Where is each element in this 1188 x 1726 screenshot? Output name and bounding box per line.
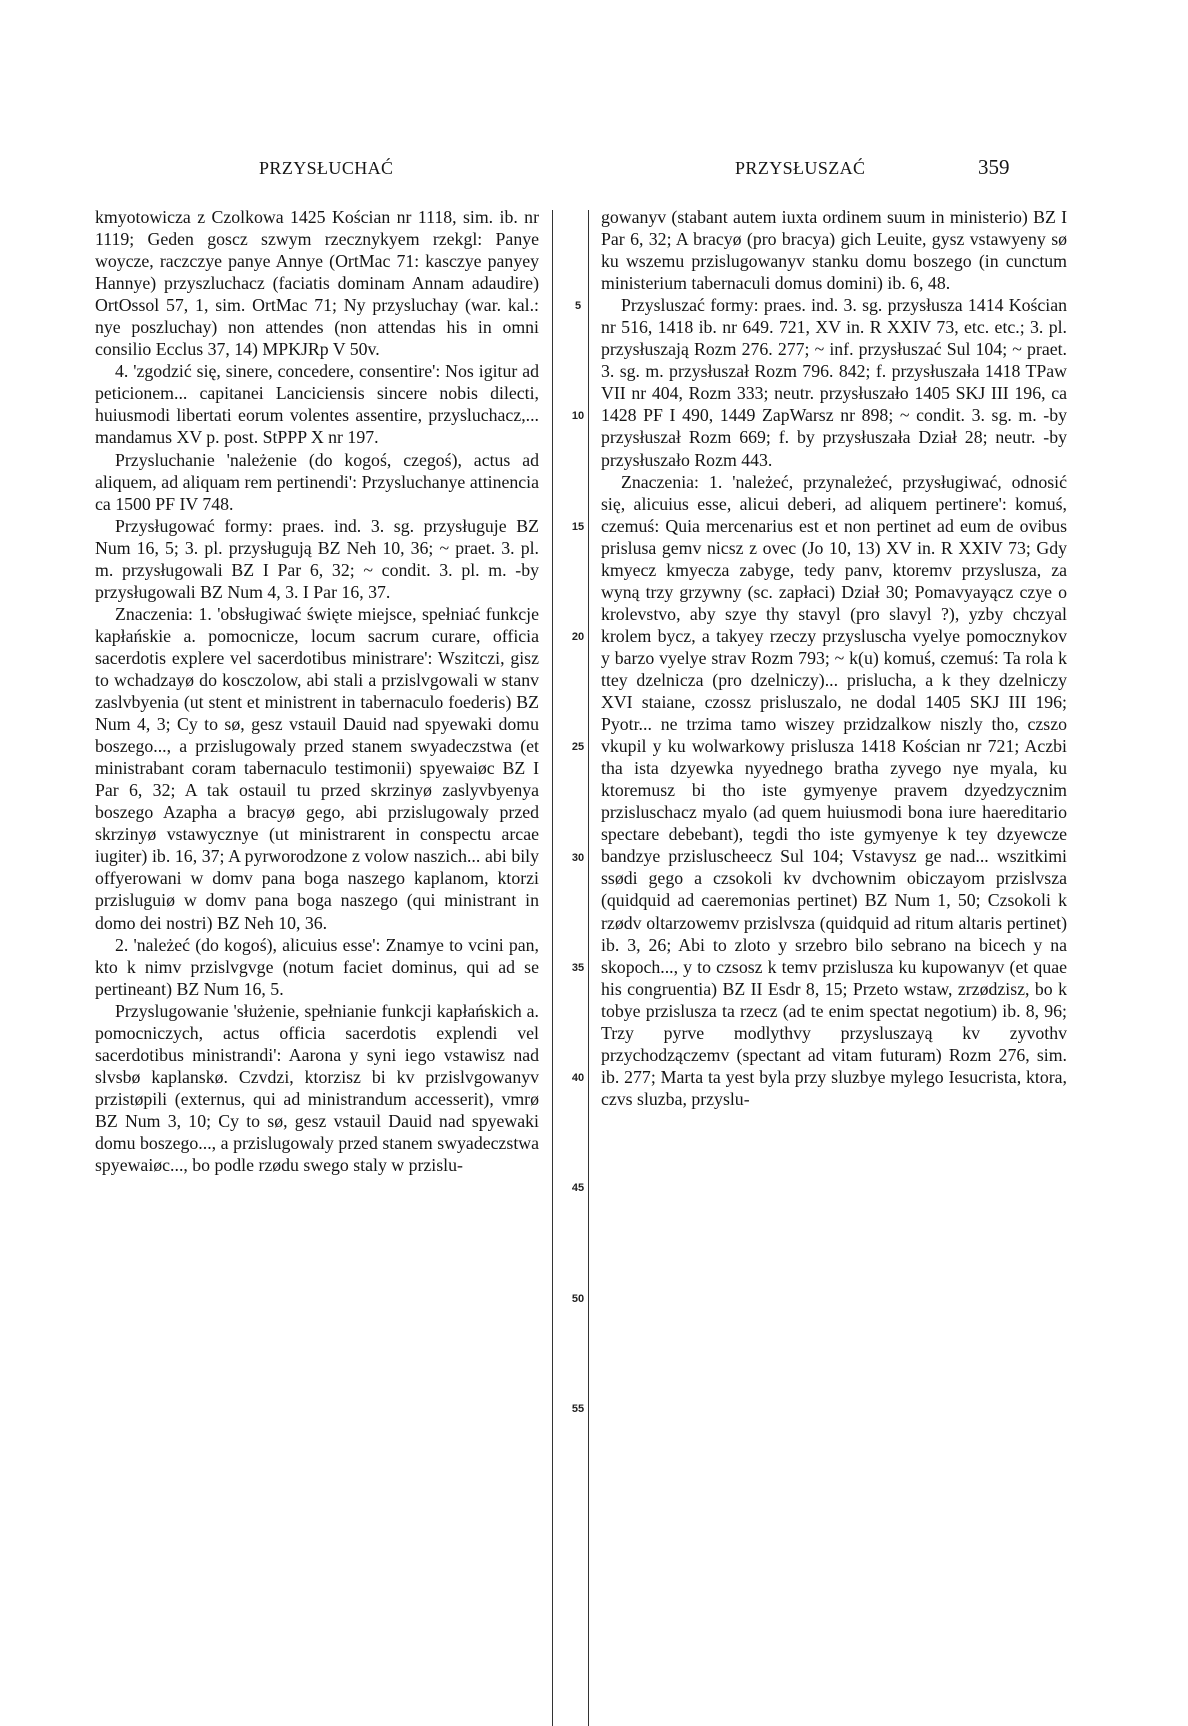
line-number: 5: [574, 300, 582, 312]
entry-przyslugowac-sense-1: Znaczenia: 1. 'obsługiwać święte miejsce, spełniać funkcje kapłańskie a. pomocnicze, locum sacrum curare, officia sacerdotis explere vel sacerdotibus ministrare': Wszitczi, gisz to wchadzayø do kosczolow, abi stali a przislvgowali w stanv zaslvbyenia (ut stent et ministrent in tabernaculo foederis) BZ Num 4, 3; Cy to sø, gesz vstauil Dauid nad spyewaki domu boszego..., a przislugowaly przed stanem swyadeczstwa (et ministrabant coram tabernaculo testimonii) spyewaiøc BZ I Par 6, 32; A tak ostauil tu przed skrzinyø zaslyvbyenya boszego Azapha a bracyø gego, abi przislugowaly przed skrzinyø vstawycznye (ut ministrarent in conspectu arcae iugiter) ib. 16, 37; A pyrworodzone z volow naszich... abi bily offyerowani w domv pana boga naszego kaplanom, ktorzi przisluguiø w domv pana boga naszego (qui ministrant in domo dei nostri) BZ Neh 10, 36.: [95, 603, 539, 933]
entry-przysluszac-sense-1: Znaczenia: 1. 'należeć, przynależeć, przysługiwać, odnosić się, alicuius esse, alicui deberi, ad aliquem pertinere': komuś, czemuś: Quia mercenarius est et non pertinet ad eum de ovibus prislusa gemv nicsz z ovec (Jo 10, 13) XV in. R XXIV 73; Gdy kmyecz kmyecza zabyge, tedy panv, ktoremv przyslusza, za wyną trzy grzywny (sc. zapłaci) Dział 30; Pomavyayącz czye o krolevstvo, aby szye thy stavyl (pro slavyl ?), yzby chczyal krolem bycz, a takyey rzeczy przysluscha vyelye pomocznykov y barzo vyelye strav Rozm 793; ~ k(u) komuś, czemuś: Ta rola k ttey dzelnicza (pro dzelniczy)... prislucha, a k they dzelniczy XVI staiane, czossz prisluszalo, ne dodal 1405 SKJ III 196; Pyotr... ne trzima tamo wiszey przidzalkow niszly tho, czszo vkupil y ku wolwarkowy prislusza 1418 Kościan nr 721; Aczbi tha ista dzyewka nyyednego bratha zyvego nye myala, ku ktoremusz bi tho iste gymyenye pravem dzyedzycznim przisluschacz myalo (ad quem huiusmodi bona iure haereditario spectare debebant), tegdi tho iste gymyenye k tey dzyewcze bandzye przisluscheecz Sul 104; Vstavysz ge nad... wszitkimi ssødi gego a czsokoli kv dvchownim obiczayom przislvsza (quidquid ad caeremonias pertinet) BZ Num 1, 50; Czsokoli k rzødv oltarzowemv przislvsza (quidquid ad ritum altaris pertinet) ib. 3, 26; Abi to zloto y srzebro bilo sebrano na bicech y na skopoch..., y to czsosz k temv przislusza ku kupowanyv (et quae his congruentia) BZ II Esdr 8, 15; Przeto wstaw, zrzødzisz, bo k tobye przislusza ta rzecz (ad te enim spectat negotium) ib. 8, 96; Trzy pyrve modlythvy przysluszayą kv zyvothv przychodzączemv (spectant ad vitam futuram) Rozm 276, sim. ib. 277; Marta ta yest byla przy sluzbye mylego Iesucrista, ktora, czvs sluzba, przyslu-: [601, 471, 1067, 1109]
entry-przyslugowanie: Przyslugowanie 'służenie, spełnianie funkcji kapłańskich a. pomocniczych, actus officia sacerdotis explendi vel sacerdotibus ministrandi': Aarona y syni iego vstawisz nad slvsbø kaplanskø. Czvdzi, ktorzisz bi kv przislvgowanyv przistøpili (externus, qui ad ministrandum accesserit), vmrø BZ Num 3, 10; Cy to sø, gesz vstauil Dauid nad spyewaki domu boszego..., a przislugowaly przed stanem swyadeczstwa spyewaiøc..., bo podle rzødu swego staly w przislu-: [95, 1000, 539, 1176]
entry-przysluchanie: Przysluchanie 'należenie (do kogoś, czegoś), actus ad aliquem, ad aliquam rem pertinendi': Przysluchanye attinencia ca 1500 PF IV 748.: [95, 449, 539, 514]
page-number: 359: [978, 155, 1010, 179]
entry-przyslugowac-sense-2: 2. 'należeć (do kogoś), alicuius esse': Znamye to vcini pan, kto k nimv przislvgvge (notum faciet dominus, qui ad se pertineant) BZ Num 16, 5.: [95, 934, 539, 999]
line-number: 40: [571, 1072, 585, 1085]
column-rule-right: [588, 210, 589, 1726]
line-number: 50: [571, 1292, 585, 1305]
sense-4-paragraph: 4. 'zgodzić się, sinere, concedere, consentire': Nos igitur ad peticionem... capitanei Lanciciensis sincere nobis dilecti, huiusmodi libertati eorum volentes assentire, przysluchacz,... mandamus XV p. post. StPPP X nr 197.: [95, 361, 539, 448]
line-number: 25: [571, 741, 585, 754]
column-rule-left: [552, 210, 553, 1726]
entry-przyslugowac-forms: Przysługować formy: praes. ind. 3. sg. przysługuje BZ Num 16, 5; 3. pl. przysługują BZ Neh 10, 36; ~ praet. 3. pl. m. przysługowali BZ I Par 6, 32; ~ condit. 3. pl. m. -by przysługowali BZ Num 4, 3. I Par 16, 37.: [95, 515, 539, 602]
line-number: 55: [571, 1403, 585, 1415]
line-number: 20: [571, 630, 585, 643]
entry-przysluszac-forms: Przysluszać formy: praes. ind. 3. sg. przysłusza 1414 Kościan nr 516, 1418 ib. nr 649. 721, XV in. R XXIV 73, etc. etc.; 3. pl. przysłuszają Rozm 276. 277; ~ inf. przysłuszać Sul 104; ~ praet. 3. sg. m. przysłuszał Rozm 796. 842; f. przysłuszała 1418 TPaw VII nr 404, Rozm 333; neutr. przysłuszało 1405 SKJ III 196, ca 1428 PF I 490, 1449 ZapWarsz nr 898; ~ condit. 3. sg. m. -by przysłuszał Rozm 669; f. by przysłuszała Dział 28; neutr. -by przysłuszało Rozm 443.: [601, 295, 1067, 470]
line-number: 35: [571, 961, 585, 974]
line-number: 15: [571, 520, 585, 533]
running-head-right: PRZYSŁUSZAĆ: [735, 158, 866, 178]
running-head-left: PRZYSŁUCHAĆ: [259, 158, 394, 178]
line-number: 45: [571, 1182, 585, 1195]
left-column: [95, 206, 539, 1176]
line-number: 30: [571, 851, 585, 864]
entry-continuation: gowanyv (stabant autem iuxta ordinem suum in ministerio) BZ I Par 6, 32; A bracyø (pro bracya) gich Leuite, gysz vstawyeny sø ku wszemu przislugowanyv stanku domu boszego (in cunctum ministerium tabernaculi domus domini) ib. 6, 48.: [601, 207, 1067, 294]
right-column: [601, 206, 1067, 1110]
entry-continuation: kmyotowicza z Czolkowa 1425 Kościan nr 1118, sim. ib. nr 1119; Geden goscz szwym rzecznykyem rzekgl: Panye woycze, raczczye panye Annye (OrtMac 71: kasczye panyey Hannye) przyszluchacz (faciatis dominam Annam adaudire) OrtOssol 57, 1, sim. OrtMac 71; Ny przysluchay (war. kal.: nye poszluchay) non attendes (non attendas his in omni consilio Ecclus 37, 14) MPKJRp V 50v.: [95, 207, 539, 360]
line-number: 10: [571, 410, 585, 423]
